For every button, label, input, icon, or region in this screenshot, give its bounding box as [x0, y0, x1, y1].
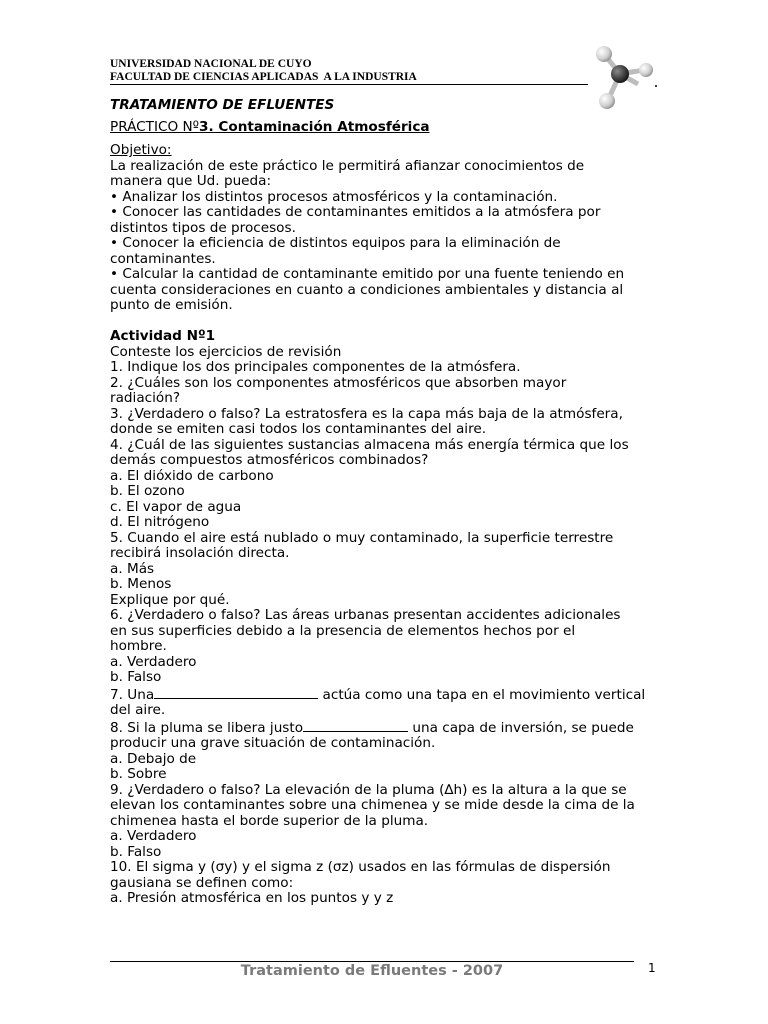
answer-option: a. Presión atmosférica en los puntos y y z: [110, 890, 394, 906]
objective-heading: Objetivo:: [110, 142, 172, 158]
objective-section: [110, 143, 657, 314]
page-number: 1: [648, 961, 656, 975]
footer-divider: [110, 961, 634, 962]
answer-option: b. Falso: [110, 669, 162, 685]
activity-instruction: Conteste los ejercicios de revisión: [110, 343, 342, 360]
practice-name: 3. Contaminación Atmosférica: [199, 118, 430, 135]
answer-option: a. Verdadero: [110, 828, 197, 844]
answer-option: d. El nitrógeno: [110, 514, 210, 530]
fill-in-blank[interactable]: [303, 719, 408, 732]
activity-section: [110, 329, 657, 907]
answer-option: a. El dióxido de carbono: [110, 467, 274, 484]
document-body: [110, 96, 657, 907]
fill-in-blank[interactable]: [154, 686, 318, 699]
question-10: 10. El sigma y (σy) y el sigma z (σz) usados en las fórmulas de dispersión gausiana se definen como:: [110, 859, 611, 891]
answer-option: b. Menos: [110, 576, 172, 592]
question-2: 2. ¿Cuáles son los componentes atmosféricos que absorben mayor radiación?: [110, 374, 567, 406]
question-3: 3. ¿Verdadero o falso? La estratosfera es la capa más baja de la atmósfera, donde se emiten casi todos los contaminantes del aire.: [110, 405, 623, 437]
question-1: 1. Indique los dos principales componentes de la atmósfera.: [110, 359, 521, 375]
answer-option: a. Más: [110, 560, 155, 577]
answer-option: c. El vapor de agua: [110, 498, 242, 515]
answer-option: b. El ozono: [110, 483, 185, 499]
university-name: UNIVERSIDAD NACIONAL DE CUYO: [110, 58, 312, 70]
question-8: 8. Si la pluma se libera justo una capa de inversión, se puede: [110, 719, 634, 736]
answer-option: a. Debajo de: [110, 750, 197, 767]
answer-option: b. Falso: [110, 843, 162, 860]
faculty-name: FACULTAD DE CIENCIAS APLICADAS A LA INDUSTRIA: [110, 70, 417, 83]
footer-text: Tratamiento de Efluentes - 2007: [240, 963, 504, 979]
institution-header: [110, 58, 588, 85]
question-6: 6. ¿Verdadero o falso? Las áreas urbanas presentan accidentes adicionales en sus superficies debido a la presencia de elementos hechos por el hombre.: [110, 607, 621, 654]
objective-intro: La realización de este práctico le permitirá afianzar conocimientos de manera que Ud. pueda:: [110, 157, 585, 189]
objective-bullet: • Analizar los distintos procesos atmosféricos y la contaminación.: [110, 188, 558, 205]
objective-bullet: • Conocer las cantidades de contaminantes emitidos a la atmósfera por distintos tipos de procesos.: [110, 204, 601, 236]
objective-bullet: • Conocer la eficiencia de distintos equipos para la eliminación de contaminantes.: [110, 235, 561, 267]
objective-bullet: • Calcular la cantidad de contaminante emitido por una fuente teniendo en cuenta consideraciones en cuanto a condiciones ambientales y distancia al punto de emisión.: [110, 266, 625, 313]
activity-heading: Actividad Nº1: [110, 328, 216, 344]
question-4: 4. ¿Cuál de las siguientes sustancias almacena más energía térmica que los demás compuestos atmosféricos combinados?: [110, 436, 629, 468]
question-5-followup: Explique por qué.: [110, 591, 230, 608]
answer-option: b. Sobre: [110, 766, 167, 782]
question-7: 7. Una actúa como una tapa en el movimiento vertical: [110, 686, 646, 703]
question-8-continued: producir una grave situación de contaminación.: [110, 735, 436, 751]
question-9: 9. ¿Verdadero o falso? La elevación de la pluma (∆h) es la altura a la que se elevan los contaminantes sobre una chimenea y se mide desde la cima de la chimenea hasta el borde superior de la pluma.: [110, 781, 635, 829]
practice-prefix: PRÁCTICO Nº: [110, 118, 200, 135]
question-7-continued: del aire.: [110, 702, 166, 718]
document-title: TRATAMIENTO DE EFLUENTES: [110, 97, 335, 113]
question-5: 5. Cuando el aire está nublado o muy contaminado, la superficie terrestre recibirá insolación directa.: [110, 529, 614, 561]
answer-option: a. Verdadero: [110, 653, 197, 670]
practice-title: [110, 120, 657, 136]
